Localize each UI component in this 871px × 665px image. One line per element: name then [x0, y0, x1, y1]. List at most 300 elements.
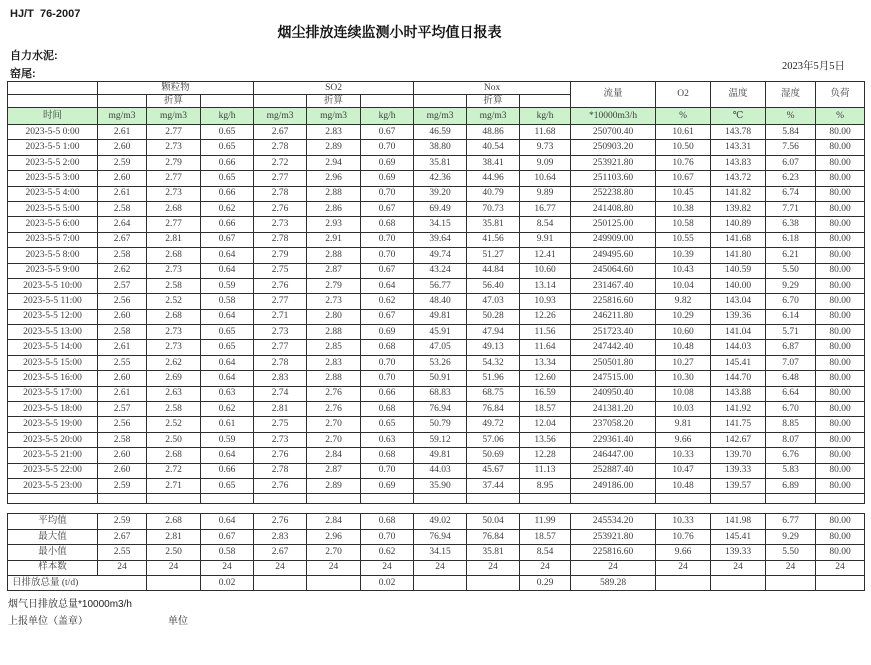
summary-value: 6.77 — [766, 514, 816, 529]
summary-value: 24 — [520, 560, 571, 575]
value-cell: 139.33 — [711, 463, 766, 478]
nox-raw-blank — [414, 95, 467, 108]
summary-row — [8, 514, 865, 529]
summary-value: 24 — [656, 560, 711, 575]
summary-value: 50.04 — [467, 514, 520, 529]
value-cell: 6.18 — [766, 232, 816, 247]
value-cell: 249909.00 — [571, 232, 656, 247]
standard-code: HJ/T 76-2007 — [10, 8, 81, 20]
value-cell: 2.75 — [254, 417, 307, 432]
table-row — [8, 155, 865, 170]
footer — [8, 595, 871, 628]
time-cell: 2023-5-5 21:00 — [8, 448, 98, 463]
value-cell: 12.41 — [520, 248, 571, 263]
value-cell: 0.67 — [361, 125, 414, 140]
table-row — [8, 325, 865, 340]
value-cell: 48.86 — [467, 125, 520, 140]
value-cell: 2.76 — [307, 386, 361, 401]
value-cell: 241408.80 — [571, 201, 656, 216]
summary-value: 24 — [766, 560, 816, 575]
daily-total-value: 0.29 — [520, 575, 571, 590]
value-cell: 80.00 — [816, 248, 865, 263]
value-cell: 249495.60 — [571, 248, 656, 263]
value-cell: 2.70 — [307, 432, 361, 447]
value-cell: 47.05 — [414, 340, 467, 355]
summary-value: 0.62 — [361, 545, 414, 560]
header-temperature: 温度 — [711, 82, 766, 108]
summary-value: 5.50 — [766, 545, 816, 560]
header-humidity: 湿度 — [766, 82, 816, 108]
value-cell: 9.29 — [766, 278, 816, 293]
value-cell: 250903.20 — [571, 140, 656, 155]
hourly-rows — [8, 125, 865, 504]
value-cell: 42.36 — [414, 171, 467, 186]
unit-cell: kg/h — [361, 108, 414, 125]
daily-total-label: 日排放总量 (t/d) — [8, 575, 147, 590]
summary-value: 24 — [414, 560, 467, 575]
unit-cell: mg/m3 — [147, 108, 201, 125]
spacer-cell — [467, 494, 520, 504]
value-cell: 2.58 — [147, 402, 201, 417]
time-cell: 2023-5-5 10:00 — [8, 278, 98, 293]
value-cell: 80.00 — [816, 232, 865, 247]
value-cell: 0.63 — [361, 432, 414, 447]
value-cell: 10.08 — [656, 386, 711, 401]
value-cell: 46.59 — [414, 125, 467, 140]
value-cell: 0.58 — [201, 294, 254, 309]
value-cell: 12.26 — [520, 309, 571, 324]
spacer-cell — [766, 494, 816, 504]
summary-value: 10.33 — [656, 514, 711, 529]
value-cell: 140.59 — [711, 263, 766, 278]
flue-gas-total: 烟气日排放总量*10000m3/h — [8, 599, 132, 611]
time-cell: 2023-5-5 19:00 — [8, 417, 98, 432]
value-cell: 141.80 — [711, 248, 766, 263]
value-cell: 0.68 — [361, 448, 414, 463]
value-cell: 2.93 — [307, 217, 361, 232]
value-cell: 139.82 — [711, 201, 766, 216]
unit-cell: % — [766, 108, 816, 125]
header-o2: O2 — [656, 82, 711, 108]
value-cell: 18.57 — [520, 402, 571, 417]
value-cell: 6.14 — [766, 309, 816, 324]
value-cell: 240950.40 — [571, 386, 656, 401]
value-cell: 6.74 — [766, 186, 816, 201]
value-cell: 6.70 — [766, 402, 816, 417]
value-cell: 51.27 — [467, 248, 520, 263]
spacer-cell — [571, 494, 656, 504]
summary-value: 2.83 — [254, 529, 307, 544]
unit-cell: mg/m3 — [414, 108, 467, 125]
value-cell: 34.15 — [414, 217, 467, 232]
value-cell: 2.83 — [307, 355, 361, 370]
time-cell: 2023-5-5 0:00 — [8, 125, 98, 140]
value-cell: 251723.40 — [571, 325, 656, 340]
value-cell: 141.82 — [711, 186, 766, 201]
value-cell: 252887.40 — [571, 463, 656, 478]
value-cell: 13.14 — [520, 278, 571, 293]
value-cell: 80.00 — [816, 201, 865, 216]
value-cell: 2.59 — [98, 155, 147, 170]
time-cell: 2023-5-5 5:00 — [8, 201, 98, 216]
value-cell: 80.00 — [816, 325, 865, 340]
value-cell: 35.81 — [467, 217, 520, 232]
value-cell: 2.73 — [254, 217, 307, 232]
value-cell: 2.52 — [147, 417, 201, 432]
group-header-row — [8, 82, 865, 95]
value-cell: 59.12 — [414, 432, 467, 447]
value-cell: 143.04 — [711, 294, 766, 309]
value-cell: 2.77 — [147, 171, 201, 186]
summary-value: 9.29 — [766, 529, 816, 544]
value-cell: 139.70 — [711, 448, 766, 463]
table-row — [8, 448, 865, 463]
time-cell: 2023-5-5 2:00 — [8, 155, 98, 170]
value-cell: 10.45 — [656, 186, 711, 201]
daily-total-value: 0.02 — [361, 575, 414, 590]
value-cell: 6.64 — [766, 386, 816, 401]
unit-cell: mg/m3 — [467, 108, 520, 125]
value-cell: 6.70 — [766, 294, 816, 309]
table-row — [8, 248, 865, 263]
value-cell: 10.33 — [656, 448, 711, 463]
value-cell: 2.76 — [254, 201, 307, 216]
value-cell: 9.89 — [520, 186, 571, 201]
value-cell: 0.64 — [201, 263, 254, 278]
value-cell: 2.60 — [98, 140, 147, 155]
summary-value: 0.68 — [361, 514, 414, 529]
pm-raw-blank — [98, 95, 147, 108]
value-cell: 53.26 — [414, 355, 467, 370]
spacer-cell — [520, 494, 571, 504]
value-cell: 10.60 — [656, 325, 711, 340]
so2-kgh-blank — [361, 95, 414, 108]
time-cell: 2023-5-5 9:00 — [8, 263, 98, 278]
value-cell: 0.70 — [361, 186, 414, 201]
value-cell: 0.69 — [361, 478, 414, 493]
value-cell: 0.64 — [201, 248, 254, 263]
daily-total-value — [816, 575, 865, 590]
value-cell: 0.70 — [361, 371, 414, 386]
value-cell: 40.79 — [467, 186, 520, 201]
value-cell: 2.77 — [254, 171, 307, 186]
value-cell: 2.87 — [307, 463, 361, 478]
value-cell: 44.84 — [467, 263, 520, 278]
table-row — [8, 355, 865, 370]
so2-raw-blank — [254, 95, 307, 108]
value-cell: 49.13 — [467, 340, 520, 355]
value-cell: 2.58 — [98, 201, 147, 216]
value-cell: 80.00 — [816, 186, 865, 201]
value-cell: 2.87 — [307, 263, 361, 278]
value-cell: 2.73 — [307, 294, 361, 309]
time-cell: 2023-5-5 18:00 — [8, 402, 98, 417]
unit-cell: % — [656, 108, 711, 125]
value-cell: 0.64 — [201, 355, 254, 370]
value-cell: 2.89 — [307, 140, 361, 155]
value-cell: 2.69 — [147, 371, 201, 386]
table-row — [8, 371, 865, 386]
spacer-cell — [816, 494, 865, 504]
table-row — [8, 140, 865, 155]
value-cell: 2.68 — [147, 309, 201, 324]
value-cell: 80.00 — [816, 278, 865, 293]
summary-value: 2.55 — [98, 545, 147, 560]
value-cell: 0.65 — [201, 478, 254, 493]
value-cell: 9.81 — [656, 417, 711, 432]
value-cell: 143.31 — [711, 140, 766, 155]
daily-total-value — [254, 575, 307, 590]
value-cell: 80.00 — [816, 294, 865, 309]
time-cell: 2023-5-5 22:00 — [8, 463, 98, 478]
unit-cell: % — [816, 108, 865, 125]
value-cell: 49.72 — [467, 417, 520, 432]
value-cell: 44.03 — [414, 463, 467, 478]
time-header-blank — [8, 82, 98, 95]
pm-converted-label: 折算 — [147, 95, 201, 108]
table-row — [8, 201, 865, 216]
value-cell: 9.73 — [520, 140, 571, 155]
value-cell: 7.56 — [766, 140, 816, 155]
summary-value: 2.59 — [98, 514, 147, 529]
value-cell: 69.49 — [414, 201, 467, 216]
value-cell: 16.59 — [520, 386, 571, 401]
value-cell: 2.84 — [307, 448, 361, 463]
value-cell: 2.68 — [147, 448, 201, 463]
value-cell: 6.76 — [766, 448, 816, 463]
units-row — [8, 108, 865, 125]
value-cell: 2.79 — [147, 155, 201, 170]
value-cell: 2.59 — [98, 478, 147, 493]
table-row — [8, 340, 865, 355]
unit-cell: kg/h — [201, 108, 254, 125]
time-cell: 2023-5-5 11:00 — [8, 294, 98, 309]
value-cell: 2.81 — [254, 402, 307, 417]
value-cell: 0.68 — [361, 402, 414, 417]
value-cell: 2.55 — [98, 355, 147, 370]
value-cell: 2.74 — [254, 386, 307, 401]
value-cell: 6.21 — [766, 248, 816, 263]
value-cell: 140.00 — [711, 278, 766, 293]
spacer-cell — [201, 494, 254, 504]
value-cell: 2.78 — [254, 355, 307, 370]
value-cell: 0.69 — [361, 155, 414, 170]
value-cell: 142.67 — [711, 432, 766, 447]
time-cell: 2023-5-5 8:00 — [8, 248, 98, 263]
value-cell: 250125.00 — [571, 217, 656, 232]
value-cell: 2.63 — [147, 386, 201, 401]
value-cell: 2.77 — [147, 217, 201, 232]
value-cell: 2.83 — [307, 125, 361, 140]
value-cell: 12.60 — [520, 371, 571, 386]
value-cell: 2.60 — [98, 463, 147, 478]
table-row — [8, 432, 865, 447]
table-row — [8, 263, 865, 278]
value-cell: 2.76 — [254, 278, 307, 293]
value-cell: 0.64 — [361, 278, 414, 293]
value-cell: 48.40 — [414, 294, 467, 309]
value-cell: 6.07 — [766, 155, 816, 170]
spacer-cell — [656, 494, 711, 504]
summary-value: 35.81 — [467, 545, 520, 560]
value-cell: 2.76 — [307, 402, 361, 417]
summary-label: 样本数 — [8, 560, 98, 575]
value-cell: 0.67 — [201, 232, 254, 247]
value-cell: 0.59 — [201, 432, 254, 447]
value-cell: 10.48 — [656, 478, 711, 493]
value-cell: 57.06 — [467, 432, 520, 447]
value-cell: 0.62 — [361, 294, 414, 309]
value-cell: 0.62 — [201, 201, 254, 216]
value-cell: 9.09 — [520, 155, 571, 170]
value-cell: 2.61 — [98, 125, 147, 140]
value-cell: 10.61 — [656, 125, 711, 140]
value-cell: 2.79 — [307, 278, 361, 293]
time-cell: 2023-5-5 1:00 — [8, 140, 98, 155]
value-cell: 144.03 — [711, 340, 766, 355]
summary-value: 24 — [711, 560, 766, 575]
value-cell: 0.66 — [361, 386, 414, 401]
daily-total-value: 0.02 — [201, 575, 254, 590]
value-cell: 141.75 — [711, 417, 766, 432]
value-cell: 9.66 — [656, 432, 711, 447]
table-row — [8, 217, 865, 232]
summary-value: 11.99 — [520, 514, 571, 529]
value-cell: 2.78 — [254, 186, 307, 201]
value-cell: 0.65 — [201, 340, 254, 355]
summary-label: 最大值 — [8, 529, 98, 544]
summary-value: 80.00 — [816, 545, 865, 560]
value-cell: 2.58 — [98, 325, 147, 340]
value-cell: 5.50 — [766, 263, 816, 278]
value-cell: 68.75 — [467, 386, 520, 401]
value-cell: 241381.20 — [571, 402, 656, 417]
value-cell: 2.96 — [307, 171, 361, 186]
value-cell: 2.89 — [307, 478, 361, 493]
value-cell: 8.07 — [766, 432, 816, 447]
unit-cell: kg/h — [520, 108, 571, 125]
value-cell: 2.70 — [307, 417, 361, 432]
summary-value: 34.15 — [414, 545, 467, 560]
value-cell: 41.56 — [467, 232, 520, 247]
value-cell: 0.66 — [201, 463, 254, 478]
value-cell: 2.58 — [98, 248, 147, 263]
value-cell: 2.75 — [254, 263, 307, 278]
value-cell: 6.48 — [766, 371, 816, 386]
spacer-cell — [361, 494, 414, 504]
unit-cell: ℃ — [711, 108, 766, 125]
value-cell: 6.87 — [766, 340, 816, 355]
value-cell: 38.80 — [414, 140, 467, 155]
value-cell: 10.38 — [656, 201, 711, 216]
value-cell: 12.04 — [520, 417, 571, 432]
value-cell: 9.91 — [520, 232, 571, 247]
value-cell: 50.91 — [414, 371, 467, 386]
daily-total-value — [711, 575, 766, 590]
value-cell: 10.76 — [656, 155, 711, 170]
summary-rows — [8, 514, 865, 591]
value-cell: 2.57 — [98, 402, 147, 417]
monitor-location: 窑尾: — [10, 68, 36, 80]
value-cell: 54.32 — [467, 355, 520, 370]
value-cell: 231467.40 — [571, 278, 656, 293]
value-cell: 39.64 — [414, 232, 467, 247]
unit-label: 单位 — [168, 616, 188, 628]
value-cell: 10.64 — [520, 171, 571, 186]
summary-row — [8, 529, 865, 544]
value-cell: 2.67 — [98, 232, 147, 247]
value-cell: 56.40 — [467, 278, 520, 293]
value-cell: 247442.40 — [571, 340, 656, 355]
value-cell: 10.93 — [520, 294, 571, 309]
value-cell: 0.70 — [361, 248, 414, 263]
value-cell: 2.56 — [98, 294, 147, 309]
value-cell: 35.90 — [414, 478, 467, 493]
value-cell: 80.00 — [816, 140, 865, 155]
value-cell: 5.84 — [766, 125, 816, 140]
unit-cell: mg/m3 — [307, 108, 361, 125]
value-cell: 0.63 — [201, 386, 254, 401]
value-cell: 0.68 — [361, 217, 414, 232]
table-row — [8, 171, 865, 186]
value-cell: 10.58 — [656, 217, 711, 232]
table-row — [8, 309, 865, 324]
value-cell: 2.94 — [307, 155, 361, 170]
value-cell: 38.41 — [467, 155, 520, 170]
report-date: 2023年5月5日 — [782, 61, 845, 72]
summary-value: 76.94 — [414, 529, 467, 544]
value-cell: 12.28 — [520, 448, 571, 463]
value-cell: 44.96 — [467, 171, 520, 186]
value-cell: 250700.40 — [571, 125, 656, 140]
summary-value: 24 — [254, 560, 307, 575]
value-cell: 0.65 — [201, 325, 254, 340]
table-row — [8, 478, 865, 493]
value-cell: 80.00 — [816, 402, 865, 417]
value-cell: 11.64 — [520, 340, 571, 355]
value-cell: 245064.60 — [571, 263, 656, 278]
spacer-cell — [414, 494, 467, 504]
footer-line2 — [8, 612, 871, 628]
value-cell: 8.54 — [520, 217, 571, 232]
value-cell: 51.96 — [467, 371, 520, 386]
value-cell: 0.67 — [361, 201, 414, 216]
value-cell: 145.41 — [711, 355, 766, 370]
value-cell: 40.54 — [467, 140, 520, 155]
nox-converted-label: 折算 — [467, 95, 520, 108]
value-cell: 2.73 — [147, 263, 201, 278]
value-cell: 2.73 — [147, 140, 201, 155]
value-cell: 10.67 — [656, 171, 711, 186]
value-cell: 246447.00 — [571, 448, 656, 463]
value-cell: 2.73 — [254, 432, 307, 447]
summary-value: 139.33 — [711, 545, 766, 560]
value-cell: 2.77 — [147, 125, 201, 140]
summary-value: 24 — [361, 560, 414, 575]
spacer-cell — [711, 494, 766, 504]
value-cell: 2.62 — [98, 263, 147, 278]
value-cell: 2.52 — [147, 294, 201, 309]
summary-value: 2.67 — [254, 545, 307, 560]
time-cell: 2023-5-5 6:00 — [8, 217, 98, 232]
value-cell: 10.27 — [656, 355, 711, 370]
summary-value: 10.76 — [656, 529, 711, 544]
summary-value: 24 — [467, 560, 520, 575]
value-cell: 2.62 — [147, 355, 201, 370]
value-cell: 13.34 — [520, 355, 571, 370]
value-cell: 80.00 — [816, 309, 865, 324]
value-cell: 49.74 — [414, 248, 467, 263]
